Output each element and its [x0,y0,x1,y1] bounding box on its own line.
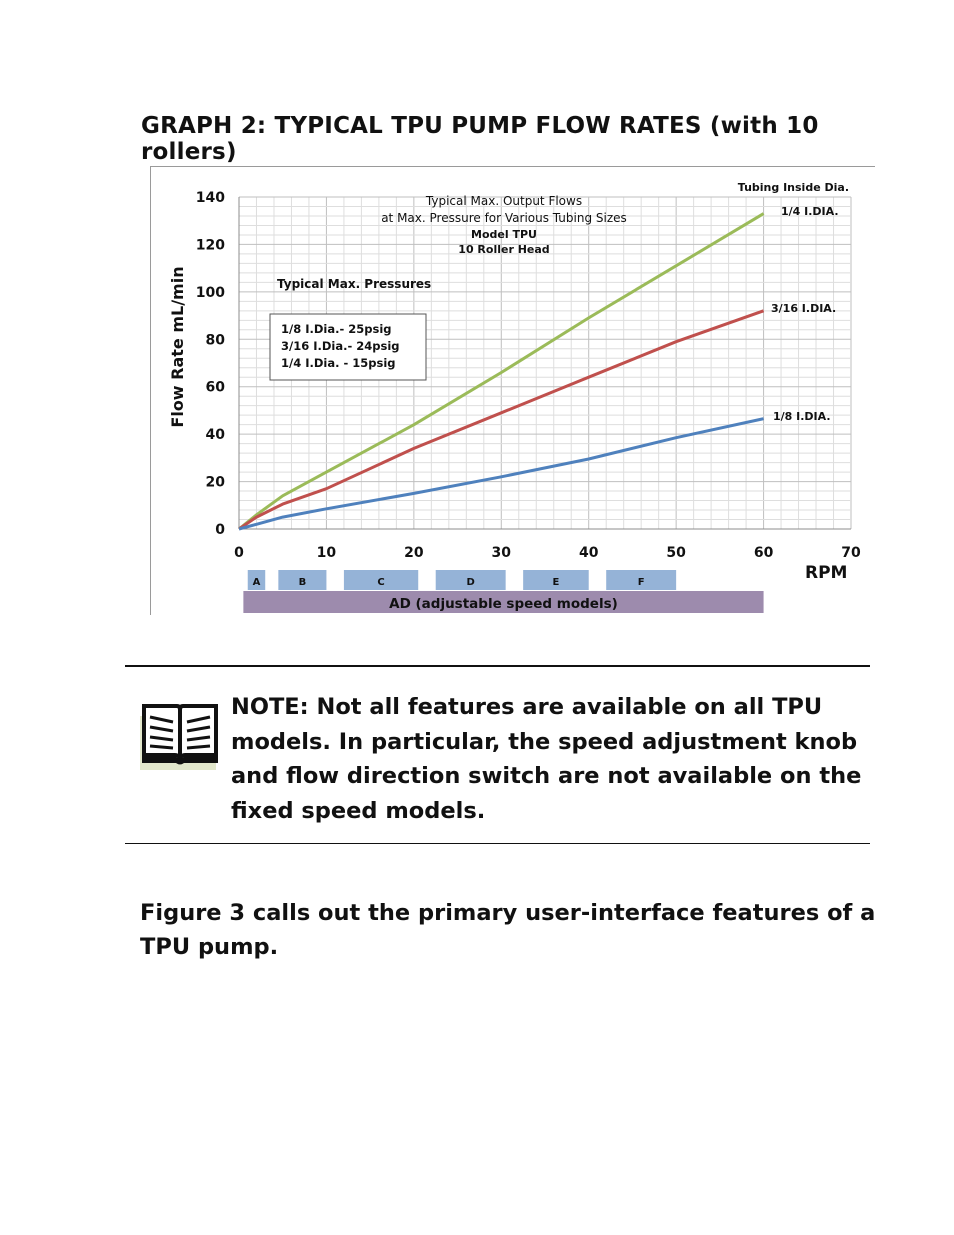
y-tick-label: 100 [195,284,225,301]
x-tick-label: 70 [841,545,861,561]
pressure-box-line: 3/16 I.Dia.- 24psig [281,339,400,353]
pressure-box-line: 1/8 I.Dia.- 25psig [281,322,392,336]
note-text: NOTE: Not all features are available on all TPU models. In particular, the speed adjustment knob and flow direction switch are not available on the fixed speed models. [231,694,862,824]
book-icon [140,700,222,770]
chart-title-line: 10 Roller Head [458,243,550,256]
y-axis-title: Flow Rate mL/min [168,266,187,428]
y-tick-label: 20 [205,474,225,491]
speed-range-bars [243,570,763,613]
y-tick-label: 80 [205,332,225,349]
x-tick-label: 60 [753,545,774,561]
chart-title-line: Model TPU [471,228,537,241]
body-paragraph: Figure 3 calls out the primary user-interface features of a TPU pump. [140,900,876,960]
speed-range-label: D [466,577,475,588]
speed-range-label: A [252,577,261,588]
ad-range-label: AD (adjustable speed models) [389,596,618,612]
y-tick-label: 60 [205,379,225,396]
x-tick-label: 20 [404,545,424,561]
x-tick-label: 50 [666,545,686,561]
series-label: 3/16 I.DIA. [771,302,837,315]
y-tick-label: 0 [215,522,225,538]
speed-range-label: C [377,577,385,588]
x-tick-label: 0 [234,545,244,561]
y-tick-label: 120 [195,237,225,254]
pressure-box-line: 1/4 I.Dia. - 15psig [281,356,396,370]
x-tick-label: 10 [316,545,337,561]
speed-range-label: B [298,577,307,588]
note-divider-top [125,665,870,667]
x-axis-title: RPM [805,563,848,583]
chart-title-line: at Max. Pressure for Various Tubing Sizes [381,211,627,225]
speed-range-label: F [637,577,645,588]
series-label: 1/4 I.DIA. [781,205,839,218]
y-tick-label: 140 [195,190,225,206]
x-tick-label: 40 [578,545,599,561]
series-label: 1/8 I.DIA. [773,410,831,423]
flow-rate-chart [150,166,875,615]
legend-title: Tubing Inside Dia. [737,181,849,194]
y-tick-label: 40 [205,427,225,444]
graph-title: GRAPH 2: TYPICAL TPU PUMP FLOW RATES (with 10 rollers) [141,113,819,165]
note-divider-bottom [125,843,870,844]
x-tick-label: 30 [491,545,512,561]
chart-title-line: Typical Max. Output Flows [425,194,583,208]
flow-rate-chart-svg [151,167,875,615]
speed-range-label: E [552,577,560,588]
pressure-box-title: Typical Max. Pressures [277,277,432,291]
